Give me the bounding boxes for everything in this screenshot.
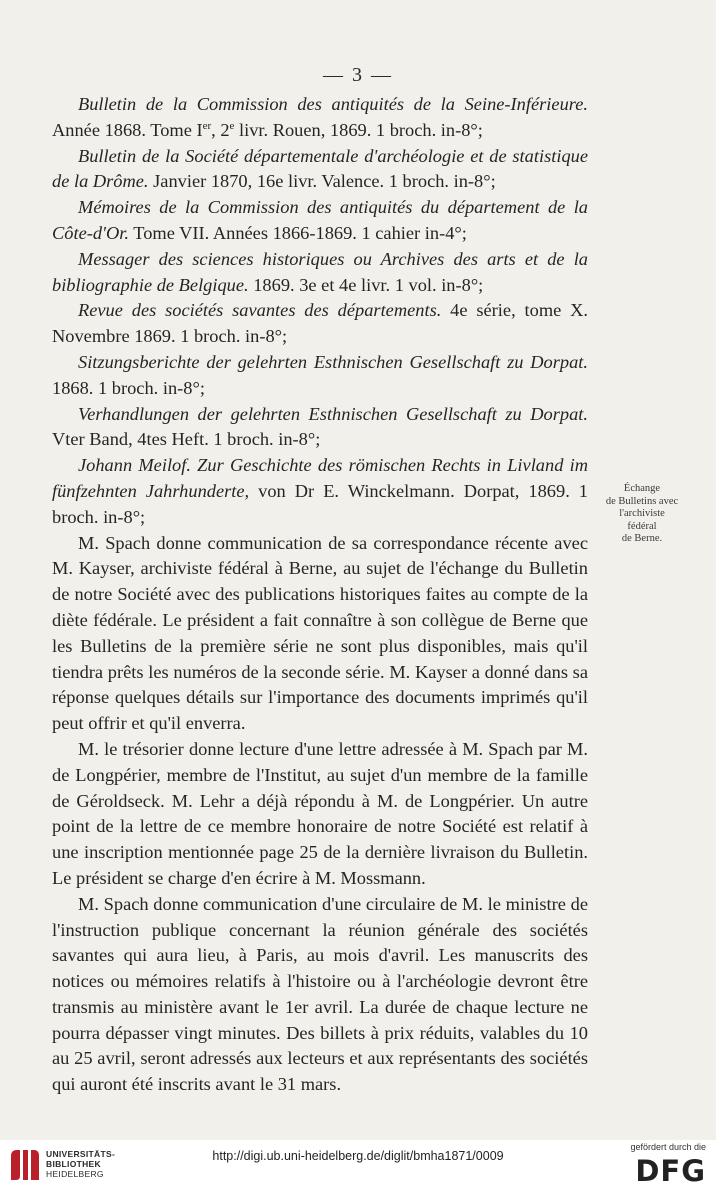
- library-name-line: BIBLIOTHEK: [46, 1159, 101, 1169]
- margin-note-line: de Berne.: [621, 533, 663, 544]
- publication-details: 4e série, tome X. Novembre 1869. 1 broch. in-8°;: [52, 300, 588, 347]
- library-name-line: HEIDELBERG: [46, 1169, 104, 1179]
- margin-note-line: de Bulletins avec: [605, 495, 679, 507]
- permalink[interactable]: http://digi.ub.uni-heidelberg.de/diglit/bmha1871/0009: [212, 1149, 504, 1163]
- publication-details: , 2: [211, 119, 230, 140]
- body-paragraph: M. le trésorier donne lecture d'une lettre adressée à M. Spach par M. de Longpérier, membre de l'Institut, au sujet d'un membre de la famille de Géroldseck. M. Lehr a déjà répondu à M. de Longpérier. Un autre point de la lettre de ce membre honoraire de notre Société est relatif à une inscription mentionnée page 25 de la dernière livraison du Bulletin. Le président se charge d'en écrire à M. Mossmann.: [52, 738, 588, 888]
- margin-note: [604, 483, 680, 546]
- library-name-line: UNIVERSITÄTS-: [46, 1149, 116, 1159]
- publication-title: Mémoires de la Commission des antiquités du département de la Côte-d'Or.: [52, 197, 588, 243]
- publication-title: Revue des sociétés savantes des départements.: [78, 300, 442, 321]
- list-item: [52, 402, 588, 454]
- publication-details: 1868. 1 broch. in-8°;: [52, 377, 205, 398]
- body-paragraph: M. Spach donne communication d'une circulaire de M. le ministre de l'instruction publique concernant la réunion générale des sociétés savantes qui aura lieu, à Paris, au mois d'avril. Les manuscrits des notices ou mémoires relatifs à l'histoire ou à l'archéologie devront être transmis au ministère avant le 1er avril. La durée de chaque lecture ne pourra dépasser vingt minutes. Des billets à prix réduits, valables du 10 au 25 avril, seront adressés aux lecteurs et aux représentants des sociétés qui auront été inscrits avant le 31 mars.: [52, 893, 588, 1095]
- list-item: [52, 92, 588, 144]
- publication-title: Johann Meilof. Zur Geschichte des römischen Rechts in Livland im fünfzehnten Jahrhunderte,: [52, 455, 588, 501]
- publication-details: von Dr E. Winckelmann. Dorpat, 1869. 1 broch. in-8°;: [52, 480, 588, 527]
- publication-details: livr. Rouen, 1869. 1 broch. in-8°;: [234, 119, 483, 140]
- list-item: [52, 298, 588, 350]
- footer-bar: [0, 1140, 716, 1188]
- publication-details: 1869. 3e et 4e livr. 1 vol. in-8°;: [248, 274, 484, 295]
- superscript: er: [202, 119, 212, 132]
- page-content: [52, 92, 588, 1098]
- publication-title: Bulletin de la Commission des antiquités de la Seine-Inférieure.: [78, 94, 588, 114]
- publication-details: Janvier 1870, 16e livr. Valence. 1 broch. in-8°;: [148, 171, 496, 192]
- body-paragraph: M. Spach donne communication de sa correspondance récente avec M. Kayser, archiviste fédéral à Berne, au sujet de l'échange du Bulletin de notre Société avec des publications historiques faites au compte de la diète fédérale. Le président a fait connaître à son collègue de Berne que les Bulletins de la première série ne sont plus disponibles, mais qu'il tiendra prêts les numéros de la seconde série. M. Kayser a donné dans sa réponse quelques détails sur l'importance des documents imprimés qu'il peut offrir et qu'il enverra.: [52, 532, 588, 734]
- publication-details: Année 1868. Tome I: [52, 119, 203, 140]
- margin-note-line: l'archiviste fédéral: [619, 508, 665, 532]
- page-number: — 3 —: [323, 64, 393, 86]
- superscript: e: [229, 119, 235, 132]
- list-item: [52, 350, 588, 402]
- list-item: [52, 195, 588, 247]
- dfg-logo: DFG: [635, 1154, 706, 1188]
- publication-title: Sitzungsberichte der gelehrten Esthnischen Gesellschaft zu Dorpat.: [78, 351, 588, 372]
- list-item: [52, 144, 588, 196]
- publication-title: Messager des sciences historiques ou Archives des arts et de la bibliographie de Belgique.: [52, 248, 588, 295]
- list-item: [52, 247, 588, 299]
- margin-note-line: Échange: [623, 483, 661, 494]
- publication-title: Bulletin de la Société départementale d'archéologie et de statistique de la Drôme.: [52, 145, 588, 192]
- publication-details: Vter Band, 4tes Heft. 1 broch. in-8°;: [52, 429, 321, 450]
- publication-details: Tome VII. Années 1866-1869. 1 cahier in-4°;: [128, 222, 467, 243]
- list-item: [52, 453, 588, 530]
- funding-label: gefördert durch die: [630, 1142, 706, 1152]
- publication-title: Verhandlungen der gelehrten Esthnischen Gesellschaft zu Dorpat.: [78, 403, 588, 424]
